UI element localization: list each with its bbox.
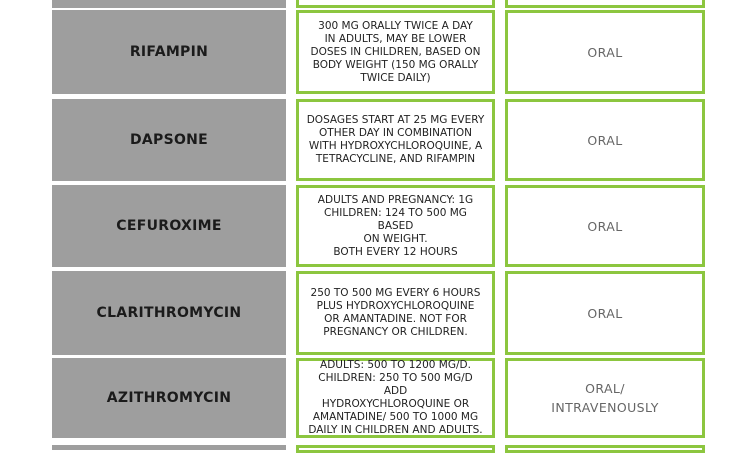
drug-name-cell — [52, 99, 286, 181]
table-row — [0, 358, 750, 438]
table-row — [0, 10, 750, 94]
route-text: ORAL — [587, 305, 623, 321]
route-cell — [505, 445, 705, 453]
drug-name-cell — [52, 358, 286, 438]
dosage-cell — [296, 358, 495, 438]
route-text: ORAL — [587, 218, 623, 234]
route-text: ORAL — [587, 132, 623, 148]
drug-name-cell — [52, 271, 286, 355]
dosage-cell — [296, 185, 495, 267]
table-row — [0, 0, 750, 8]
drug-name-cell — [52, 445, 286, 450]
dosage-cell — [296, 271, 495, 355]
dosage-cell — [296, 99, 495, 181]
route-cell — [505, 185, 705, 267]
route-text: ORAL/ INTRAVENOUSLY — [551, 381, 659, 415]
route-text: ORAL — [587, 44, 623, 60]
dosage-cell — [296, 445, 495, 453]
drug-name: CEFUROXIME — [116, 218, 222, 234]
route-cell — [505, 99, 705, 181]
route-cell — [505, 358, 705, 438]
dosage-cell — [296, 0, 495, 8]
drug-name-cell — [52, 185, 286, 267]
drug-name-cell — [52, 0, 286, 8]
dosage-text: ADULTS AND PREGNANCY: 1G CHILDREN: 124 TO 500 MG BASED ON WEIGHT. BOTH EVERY 12 HOURS — [317, 193, 474, 258]
route-cell — [505, 10, 705, 94]
drug-name: AZITHROMYCIN — [106, 390, 232, 406]
dosage-text: 300 MG ORALLY TWICE A DAY IN ADULTS, MAY BE LOWER DOSES IN CHILDREN, BASED ON BODY WEIGHT (150 MG ORALLY TWICE DAILY) — [310, 19, 481, 84]
table-row — [0, 99, 750, 181]
table-row — [0, 445, 750, 450]
table-row — [0, 271, 750, 355]
dosage-text: DOSAGES START AT 25 MG EVERY OTHER DAY IN COMBINATION WITH HYDROXYCHLOROQUINE, A TETRACYCLINE, AND RIFAMPIN — [306, 114, 485, 165]
route-cell — [505, 0, 705, 8]
drug-name: DAPSONE — [129, 132, 209, 148]
dosage-cell — [296, 10, 495, 94]
route-cell — [505, 271, 705, 355]
dosage-text: 250 TO 500 MG EVERY 6 HOURS PLUS HYDROXYCHLOROQUINE OR AMANTADINE. NOT FOR PREGNANCY OR CHILDREN. — [310, 287, 481, 338]
drug-name: RIFAMPIN — [129, 44, 209, 60]
table-row — [0, 185, 750, 267]
drug-name-cell — [52, 10, 286, 94]
dosage-text: ADULTS: 500 TO 1200 MG/D. CHILDREN: 250 TO 500 MG/D ADD HYDROXYCHLOROQUINE OR AMANTADINE/ 500 TO 1000 MG DAILY IN CHILDREN AND ADULTS. — [308, 359, 483, 436]
drug-name: CLARITHROMYCIN — [96, 305, 242, 321]
